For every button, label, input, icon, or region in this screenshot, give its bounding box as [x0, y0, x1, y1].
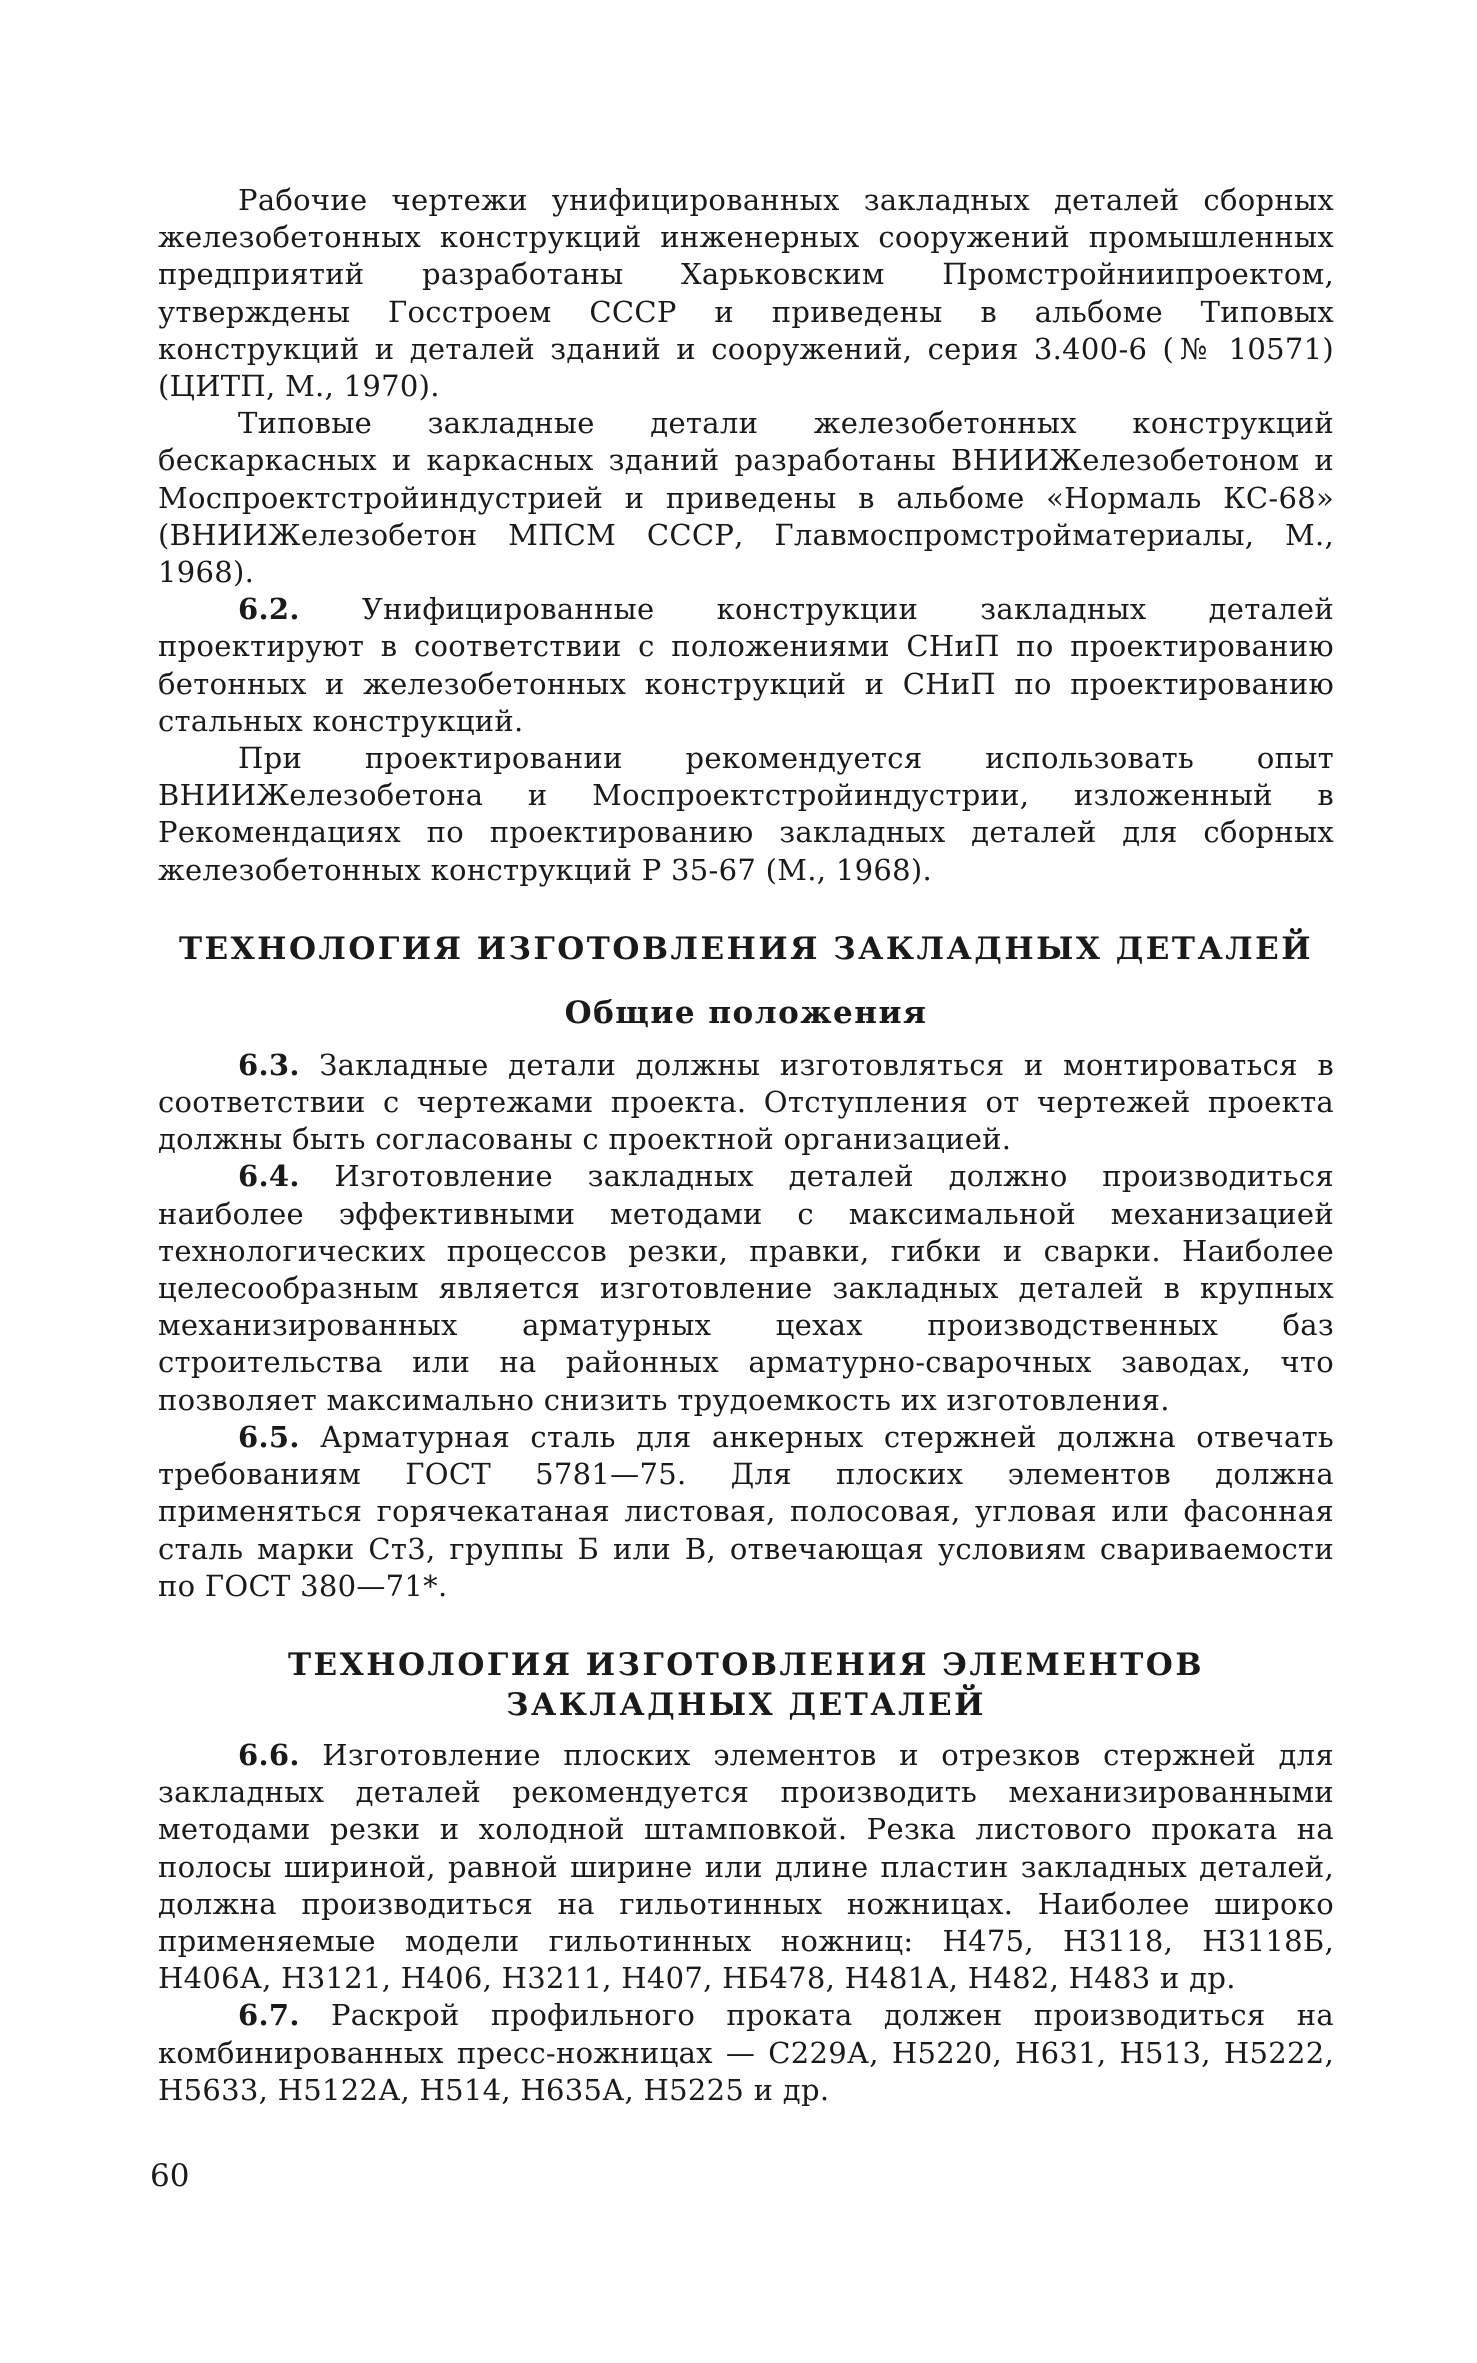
paragraph-text: Изготовление закладных деталей должно производиться наиболее эффективными методами с максимальной механизацией технологических процессов резки, правки, гибки и сварки. Наиболее целесообразным является изготовление закладных деталей в крупных механизированных арматурных цехах производственных баз строительства или на районных арматурно-сварочных заводах, что позволяет максимально снизить трудоемкость их изготовления. [158, 1159, 1334, 1417]
paragraph-number: 6.2. [238, 592, 300, 627]
paragraph-number: 6.7. [238, 1998, 300, 2033]
paragraph-6-7 [158, 1997, 1334, 2109]
section-subheading-general: Общие положения [564, 994, 928, 1031]
paragraph-6-6 [158, 1737, 1334, 1997]
page-number: 60 [150, 2158, 190, 2194]
paragraph-6-2 [158, 591, 1334, 740]
section-heading-elements-line-2: ЗАКЛАДНЫХ ДЕТАЛЕЙ [506, 1686, 986, 1723]
paragraph-6-4 [158, 1158, 1334, 1418]
paragraph-intro-1: Рабочие чертежи унифицированных закладных деталей сборных железобетонных конструкций инженерных сооружений промышленных предприятий разработаны Харьковским Промстройниипроектом, утверждены Госстроем СССР и приведены в альбоме Типовых конструкций и деталей зданий и сооружений, серия 3.400-6 (№ 10571) (ЦИТП, М., 1970). [158, 183, 1334, 404]
section-heading-technology: ТЕХНОЛОГИЯ ИЗГОТОВЛЕНИЯ ЗАКЛАДНЫХ ДЕТАЛЕЙ [178, 930, 1314, 967]
paragraph-6-3 [158, 1047, 1334, 1159]
paragraph-text: Арматурная сталь для анкерных стержней должна отвечать требованиям ГОСТ 5781—75. Для плоских элементов должна применяться горячекатаная листовая, полосовая, угловая или фасонная сталь марки Ст3, группы Б или В, отвечающая условиям свариваемости по ГОСТ 380—71*. [158, 1419, 1334, 1603]
paragraph-recommendation: При проектировании рекомендуется использовать опыт ВНИИЖелезобетона и Моспроектстройиндустрии, изложенный в Рекомендациях по проектированию закладных деталей для сборных железобетонных конструкций Р 35-67 (М., 1968). [158, 741, 1334, 887]
paragraph-number: 6.3. [238, 1047, 300, 1082]
paragraph-text: Закладные детали должны изготовляться и монтироваться в соответствии с чертежами проекта. Отступления от чертежей проекта должны быть согласованы с проектной организацией. [158, 1047, 1334, 1157]
paragraph-text: Раскрой профильного проката должен производиться на комбинированных пресс-ножницах — С229А, Н5220, Н631, Н513, Н5222, Н5633, Н5122А, Н514, Н635А, Н5225 и др. [158, 1998, 1334, 2107]
paragraph-6-5 [158, 1419, 1334, 1605]
paragraph-text: Унифицированные конструкции закладных деталей проектируют в соответствии с положениями СНиП по проектированию бетонных и железобетонных конструкций и СНиП по проектированию стальных конструкций. [158, 592, 1334, 738]
paragraph-intro-2: Типовые закладные детали железобетонных конструкций бескаркасных и каркасных зданий разработаны ВНИИЖелезобетоном и Моспроектстройиндустрией и приведены в альбоме «Нормаль КС-68» (ВНИИЖелезобетон МПСМ СССР, Главмоспромстройматериалы, М., 1968). [158, 406, 1334, 590]
section-heading-elements-line-1: ТЕХНОЛОГИЯ ИЗГОТОВЛЕНИЯ ЭЛЕМЕНТОВ [287, 1646, 1205, 1683]
paragraph-number: 6.4. [238, 1159, 300, 1194]
text-column [158, 182, 1334, 2109]
paragraph-text: Изготовление плоских элементов и отрезков стержней для закладных деталей рекомендуется производить механизированными методами резки и холодной штамповкой. Резка листового проката на полосы шириной, равной ширине или длине пластин закладных деталей, должна производиться на гильотинных ножницах. Наиболее широко применяемые модели гильотинных ножниц: Н475, Н3118, Н3118Б, Н406А, Н3121, Н406, Н3211, Н407, НБ478, Н481А, Н482, Н483 и др. [158, 1737, 1334, 1996]
paragraph-number: 6.6. [238, 1737, 300, 1772]
paragraph-number: 6.5. [238, 1419, 300, 1454]
